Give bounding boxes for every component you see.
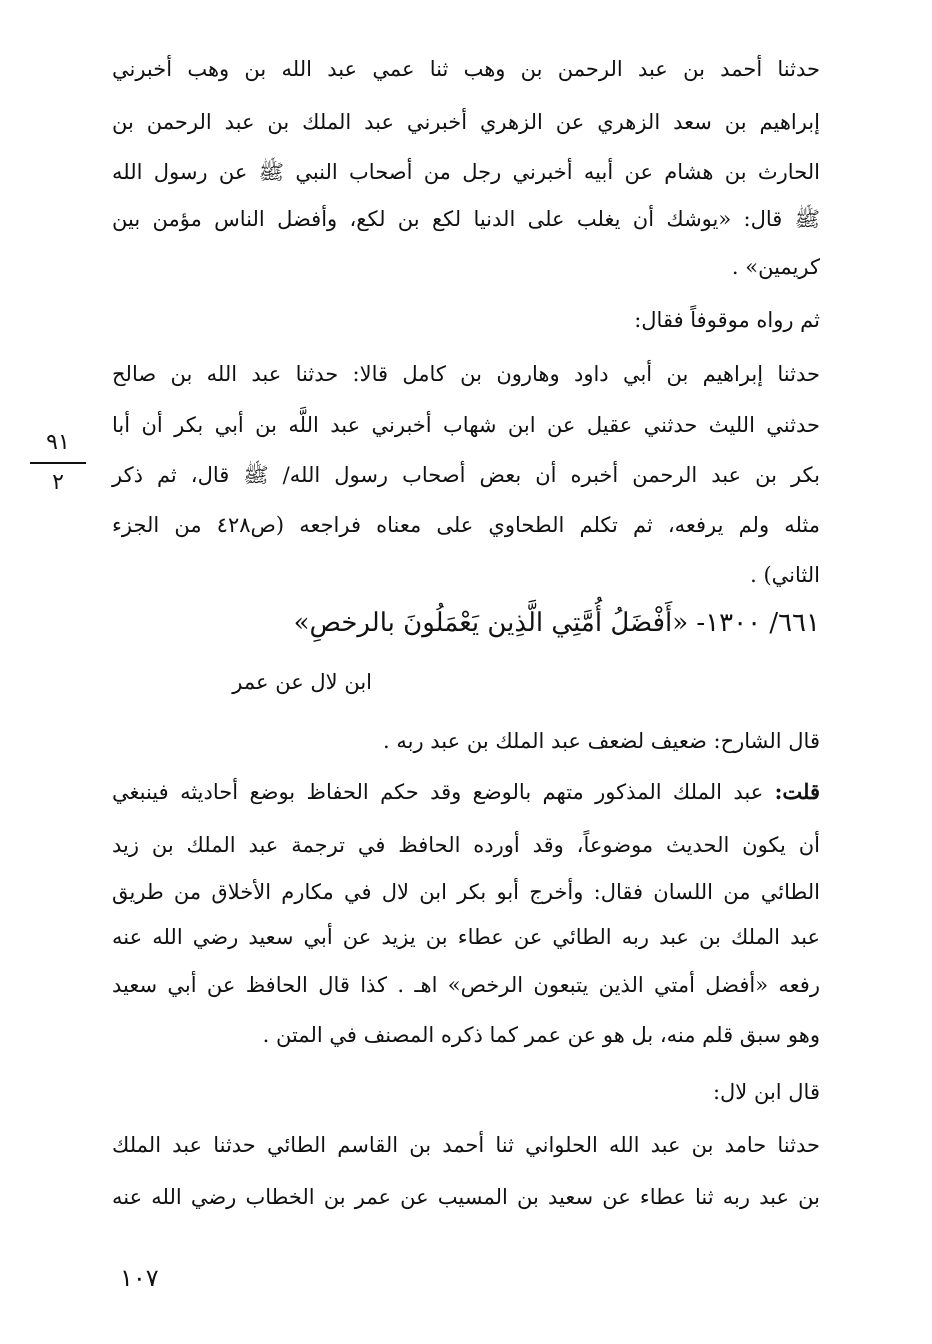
text-line: حدثنا إبراهيم بن أبي داود وهارون بن كامل قالا: حدثنا عبد الله بن صالح bbox=[112, 362, 820, 386]
text-line: الحارث بن هشام عن أبيه أخبرني رجل من أصحاب النبي ﷺ عن رسول الله bbox=[112, 160, 820, 184]
text-line: الطائي من اللسان فقال: وأخرج أبو بكر ابن لال في مكارم الأخلاق من طريق bbox=[112, 880, 820, 904]
margin-reference bbox=[30, 428, 86, 498]
text-line: بن عبد ربه ثنا عطاء عن سعيد بن المسيب عن عمر بن الخطاب رضي الله عنه bbox=[112, 1185, 820, 1209]
text-line: بكر بن عبد الرحمن أخبره أن بعض أصحاب رسول الله/ ﷺ قال، ثم ذكر bbox=[112, 463, 820, 487]
text-line: قال ابن لال: bbox=[712, 1080, 820, 1104]
text-line: ثم رواه موقوفاً فقال: bbox=[634, 308, 820, 332]
page-number: ١٠٧ bbox=[120, 1264, 159, 1292]
text-line: كريمين» . bbox=[731, 255, 820, 279]
text-line: قلت: عبد الملك المذكور متهم بالوضع وقد حكم الحفاظ بوضع أحاديثه فينبغي bbox=[112, 779, 820, 804]
source-line: ابن لال عن عمر bbox=[232, 670, 372, 694]
text-line: ﷺ قال: «يوشك أن يغلب على الدنيا لكع بن لكع، وأفضل الناس مؤمن بين bbox=[112, 207, 820, 231]
text-line: وهو سبق قلم منه، بل هو عن عمر كما ذكره المصنف في المتن . bbox=[262, 1023, 820, 1047]
text-line: مثله ولم يرفعه، ثم تكلم الطحاوي على معناه فراجعه (ص٤٢٨ من الجزء bbox=[112, 513, 820, 537]
text-line: قال الشارح: ضعيف لضعف عبد الملك بن عبد ربه . bbox=[383, 729, 820, 753]
text-line: الثاني) . bbox=[750, 563, 820, 587]
qultu-label: قلت: bbox=[774, 779, 820, 804]
text-line: حدثني الليث حدثني عقيل عن ابن شهاب أخبرني عبد اللَّه بن أبي بكر أن أبا bbox=[112, 413, 820, 437]
text-line: رفعه «أفضل أمتي الذين يتبعون الرخص» اهـ . كذا قال الحافظ عن أبي سعيد bbox=[112, 973, 820, 997]
text-line: حدثنا حامد بن عبد الله الحلواني ثنا أحمد بن القاسم الطائي حدثنا عبد الملك bbox=[112, 1133, 820, 1157]
text-line: عبد الملك بن عبد ربه الطائي عن عطاء بن يزيد عن أبي سعيد رضي الله عنه bbox=[112, 925, 820, 949]
text-line: حدثنا أحمد بن عبد الرحمن بن وهب ثنا عمي عبد الله بن وهب أخبرني bbox=[112, 57, 820, 81]
margin-reference-bottom: ٢ bbox=[52, 470, 64, 495]
text-line: أن يكون الحديث موضوعاً، وقد أورده الحافظ في ترجمة عبد الملك بن زيد bbox=[112, 833, 820, 857]
text-line: إبراهيم بن سعد الزهري عن الزهري أخبرني عبد الملك بن عبد الرحمن بن bbox=[112, 110, 820, 134]
hadith-heading: ٦٦١/ ١٣٠٠- «أَفْضَلُ أُمَّتِي الَّذِين يَعْمَلُونَ بالرخصِ» bbox=[293, 608, 820, 638]
margin-reference-divider bbox=[30, 462, 86, 464]
margin-reference-top: ٩١ bbox=[46, 430, 70, 455]
